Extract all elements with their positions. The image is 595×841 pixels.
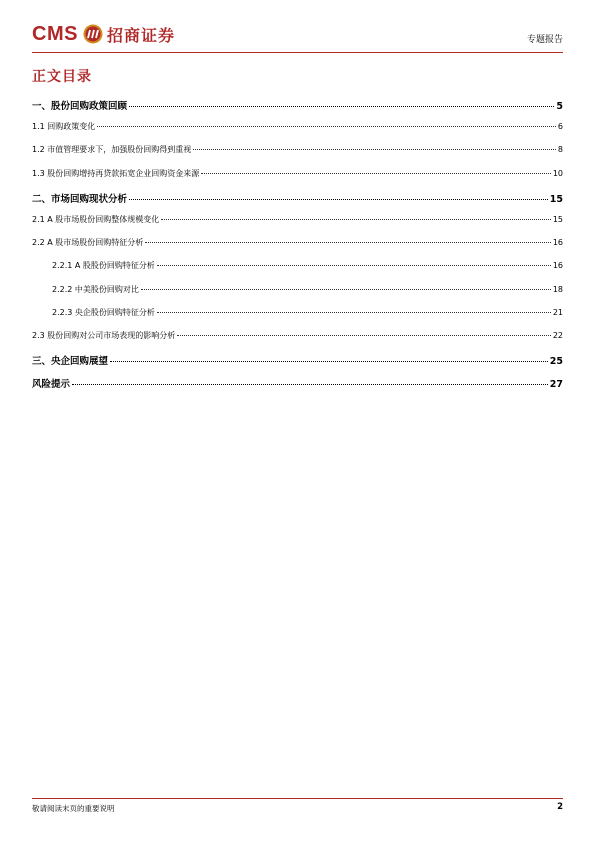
- toc-entry-label: 一、股份回购政策回顾: [32, 101, 128, 112]
- toc-leader-dots: [157, 312, 551, 313]
- toc-entry-label: 2.2.2 中美股份回购对比: [52, 284, 139, 294]
- toc-leader-dots: [72, 384, 548, 385]
- toc-entry-page: 22: [552, 330, 563, 340]
- toc-entry-page: 25: [549, 356, 563, 368]
- toc-entry-label: 1.1 回购政策变化: [32, 122, 96, 132]
- toc-entry-label: 1.2 市值管理要求下，加强股份回购得到重视: [32, 145, 192, 155]
- toc-leader-dots: [129, 199, 548, 200]
- toc-entry-level-2[interactable]: [32, 237, 563, 260]
- cms-logo: [32, 20, 175, 48]
- toc-leader-dots: [129, 106, 554, 107]
- toc-entry-level-3[interactable]: [32, 307, 563, 330]
- toc-title: 正文目录: [32, 69, 92, 85]
- toc-entry-page: 6: [557, 122, 563, 132]
- page-number: 2: [557, 802, 563, 812]
- toc-entry-level-1[interactable]: [32, 98, 563, 121]
- toc-entry-page: 18: [552, 284, 563, 294]
- toc-leader-dots: [97, 126, 556, 127]
- logo-chinese-text: 招商证券: [106, 25, 175, 45]
- toc-entry-page: 27: [549, 379, 563, 391]
- toc-leader-dots: [161, 219, 551, 220]
- logo-latin-text: CMS: [32, 22, 78, 45]
- toc-entry-page: 16: [552, 261, 563, 271]
- page-header: [32, 18, 563, 52]
- toc-entry-level-3[interactable]: [32, 284, 563, 307]
- toc-entry-label: 风险提示: [32, 379, 71, 391]
- toc-leader-dots: [110, 361, 548, 362]
- toc-leader-dots: [145, 242, 551, 243]
- toc-entry-label: 2.2.3 央企股份回购特征分析: [52, 307, 155, 317]
- toc-entry-level-2[interactable]: [32, 168, 563, 191]
- toc-entry-label: 2.2 A 股市场股份回购特征分析: [32, 238, 144, 248]
- toc-entry-page: 21: [552, 307, 563, 317]
- toc-leader-dots: [177, 335, 551, 336]
- table-of-contents: [32, 98, 563, 399]
- toc-leader-dots: [201, 173, 551, 174]
- header-divider: [32, 52, 563, 53]
- toc-entry-label: 三、央企回购展望: [32, 356, 109, 368]
- toc-entry-label: 2.1 A 股市场股份回购整体规模变化: [32, 214, 160, 224]
- toc-entry-level-1[interactable]: [32, 191, 563, 214]
- toc-entry-level-2[interactable]: [32, 214, 563, 237]
- toc-entry-page: 10: [552, 168, 563, 178]
- toc-entry-label: 2.3 股份回购对公司市场表现的影响分析: [32, 330, 176, 340]
- toc-entry-page: 15: [552, 214, 563, 224]
- toc-entry-label: 1.3 股份回购增持再贷款拓宽企业回购资金来源: [32, 168, 200, 178]
- toc-entry-level-2[interactable]: [32, 121, 563, 144]
- report-type-label: 专题报告: [526, 35, 563, 45]
- toc-entry-level-3[interactable]: [32, 260, 563, 283]
- toc-entry-label: 2.2.1 A 股股份回购特征分析: [52, 261, 155, 271]
- toc-entry-page: 5: [556, 101, 563, 112]
- toc-leader-dots: [193, 149, 556, 150]
- toc-entry-level-2[interactable]: [32, 330, 563, 353]
- toc-leader-dots: [141, 289, 551, 290]
- toc-entry-label: 二、市场回购现状分析: [32, 193, 128, 205]
- toc-leader-dots: [157, 265, 551, 266]
- footer-divider: [32, 798, 563, 799]
- toc-entry-level-1[interactable]: [32, 376, 563, 399]
- toc-entry-page: 16: [552, 238, 563, 248]
- toc-entry-level-1[interactable]: [32, 353, 563, 376]
- toc-entry-level-2[interactable]: [32, 144, 563, 167]
- disclaimer-note: 敬请阅读末页的重要说明: [32, 804, 115, 813]
- toc-entry-page: 15: [549, 193, 563, 205]
- toc-entry-page: 8: [557, 145, 563, 155]
- cms-emblem-icon: [83, 24, 103, 44]
